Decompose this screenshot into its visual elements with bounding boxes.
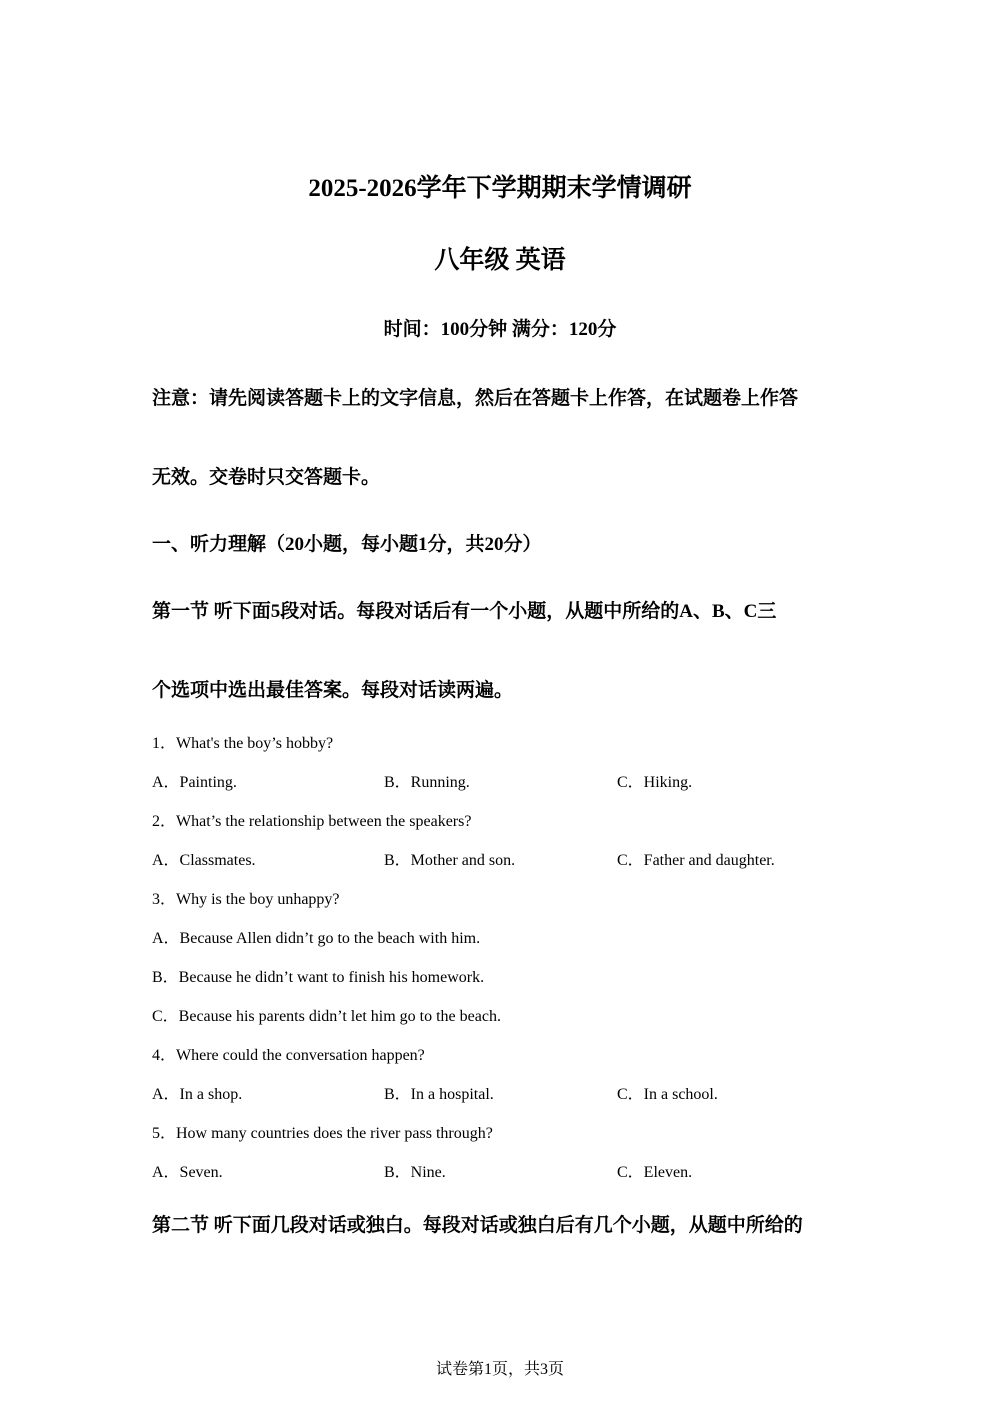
question-2-option-c: C．Father and daughter. bbox=[617, 852, 775, 869]
question-3-stem: 3．Why is the boy unhappy? bbox=[152, 891, 340, 908]
question-4-option-c: C．In a school. bbox=[617, 1086, 718, 1103]
part1-heading: 一、听力理解（20小题，每小题1分，共20分） bbox=[152, 534, 542, 555]
question-3-option-b: B．Because he didn’t want to finish his homework. bbox=[152, 969, 485, 986]
time-info: 时间：100分钟 满分：120分 bbox=[383, 319, 617, 340]
section1-instruction-line-1: 第一节 听下面5段对话。每段对话后有一个小题，从题中所给的A、B、C三 bbox=[152, 601, 777, 622]
question-3-option-a: A．Because Allen didn’t go to the beach with him. bbox=[152, 930, 481, 947]
exam-title: 2025-2026学年下学期期末学情调研 bbox=[308, 175, 692, 202]
question-1-option-c: C．Hiking. bbox=[617, 774, 693, 791]
section2-instruction-line-1: 第二节 听下面几段对话或独白。每段对话或独白后有几个小题，从题中所给的 bbox=[152, 1215, 803, 1236]
question-5-option-b: B．Nine. bbox=[384, 1164, 446, 1181]
section1-instruction-line-2: 个选项中选出最佳答案。每段对话读两遍。 bbox=[152, 680, 514, 701]
question-2-stem: 2．What’s the relationship between the speakers? bbox=[152, 813, 472, 830]
question-1-stem: 1．What's the boy’s hobby? bbox=[152, 735, 334, 752]
question-5-option-a: A．Seven. bbox=[152, 1164, 223, 1181]
question-3-option-c: C．Because his parents didn’t let him go to the beach. bbox=[152, 1008, 501, 1025]
notice-line-2: 无效。交卷时只交答题卡。 bbox=[152, 467, 381, 488]
notice-line-1: 注意：请先阅读答题卡上的文字信息，然后在答题卡上作答，在试题卷上作答 bbox=[152, 388, 799, 409]
question-5-stem: 5．How many countries does the river pass through? bbox=[152, 1125, 493, 1142]
question-5-option-c: C．Eleven. bbox=[617, 1164, 693, 1181]
page-number-footer: 试卷第1页，共3页 bbox=[435, 1361, 564, 1378]
question-2-option-a: A．Classmates. bbox=[152, 852, 256, 869]
question-4-option-b: B．In a hospital. bbox=[384, 1086, 494, 1103]
exam-subtitle: 八年级 英语 bbox=[434, 247, 566, 274]
question-4-stem: 4．Where could the conversation happen? bbox=[152, 1047, 425, 1064]
question-2-option-b: B．Mother and son. bbox=[384, 852, 516, 869]
question-1-option-b: B．Running. bbox=[384, 774, 470, 791]
question-1-option-a: A．Painting. bbox=[152, 774, 237, 791]
question-4-option-a: A．In a shop. bbox=[152, 1086, 243, 1103]
